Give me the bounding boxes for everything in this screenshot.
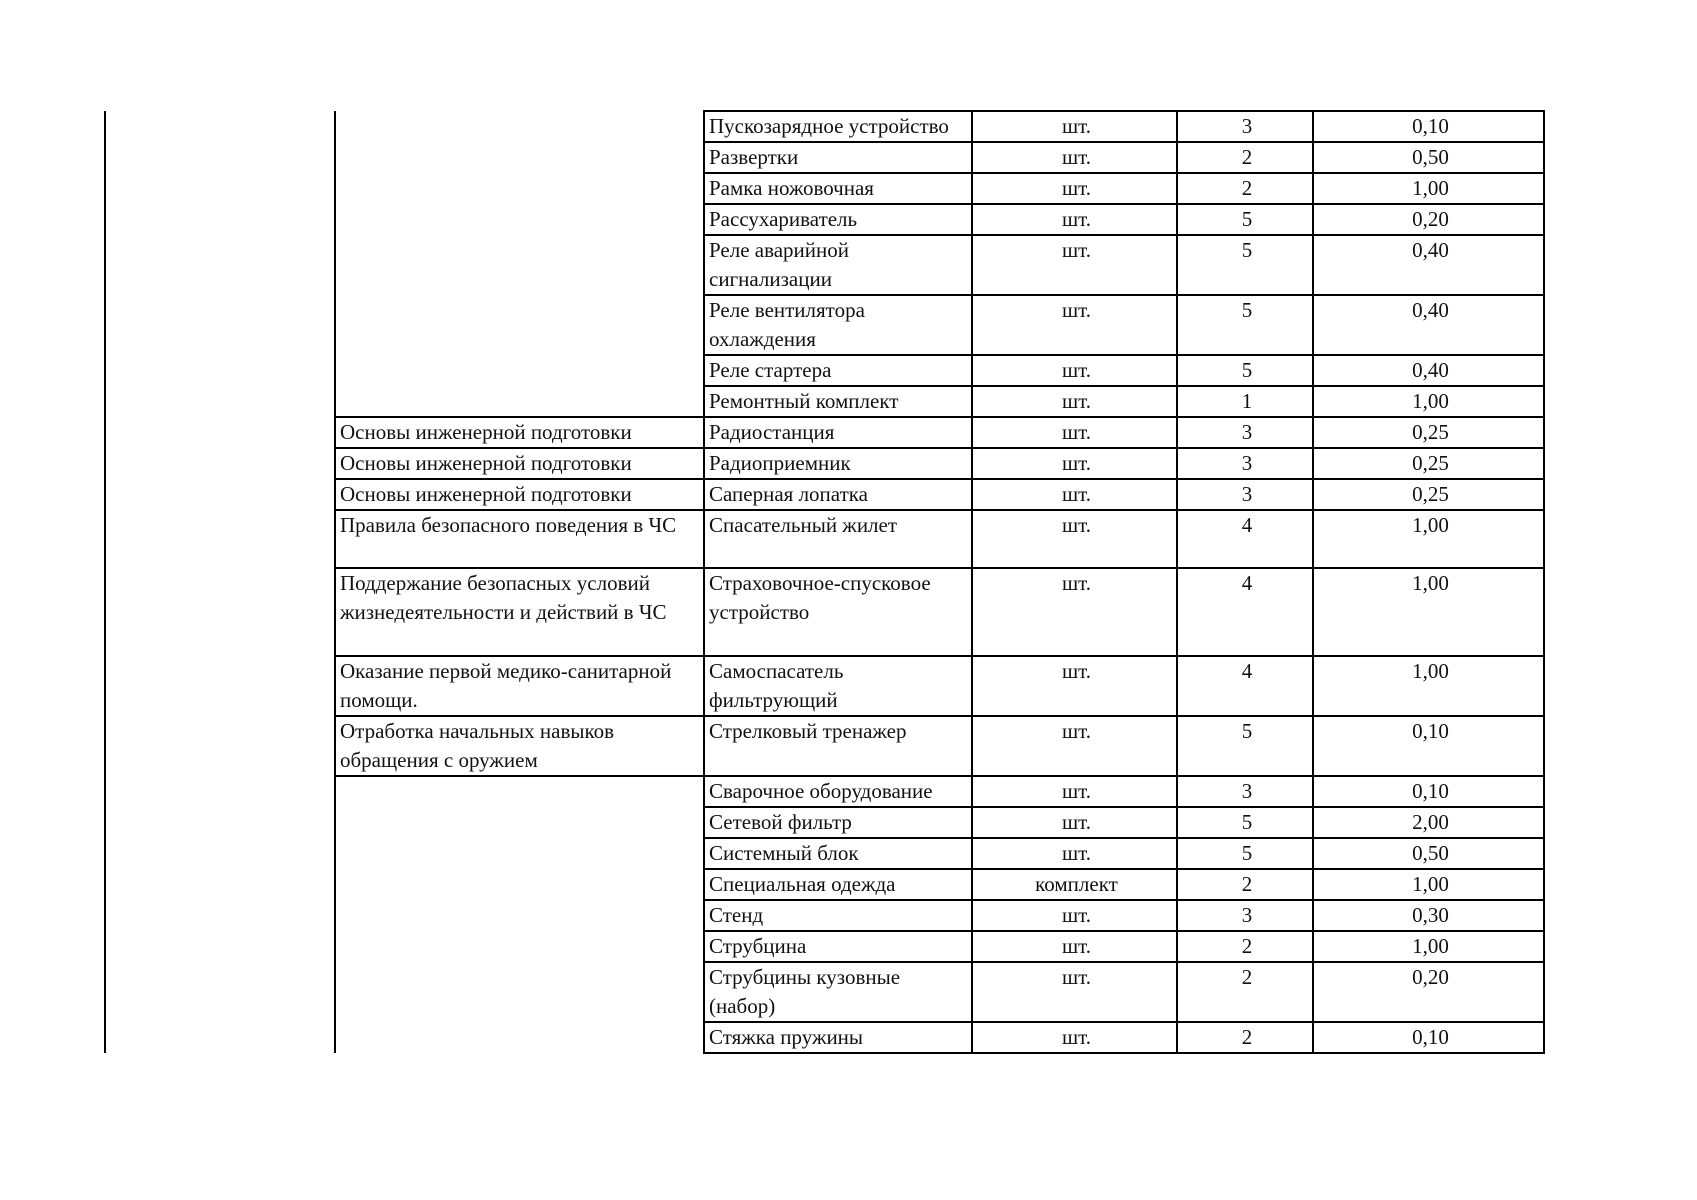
item-name-cell: Самоспасатель фильтрующий [704, 656, 972, 716]
unit-cell: шт. [972, 807, 1177, 838]
norm-cell: 0,20 [1313, 204, 1544, 235]
item-name-cell: Системный блок [704, 838, 972, 869]
item-name-cell: Саперная лопатка [704, 479, 972, 510]
quantity-cell: 5 [1177, 838, 1313, 869]
margin-column-cell [105, 111, 335, 1053]
unit-cell: шт. [972, 931, 1177, 962]
quantity-cell: 3 [1177, 417, 1313, 448]
unit-cell: шт. [972, 173, 1177, 204]
unit-cell: шт. [972, 656, 1177, 716]
norm-cell: 0,50 [1313, 142, 1544, 173]
item-name-cell: Сетевой фильтр [704, 807, 972, 838]
unit-cell: шт. [972, 962, 1177, 1022]
norm-cell: 0,40 [1313, 295, 1544, 355]
item-name-cell: Реле аварийной сигнализации [704, 235, 972, 295]
item-name-cell: Рассухариватель [704, 204, 972, 235]
norm-cell: 0,30 [1313, 900, 1544, 931]
quantity-cell: 5 [1177, 355, 1313, 386]
quantity-cell: 5 [1177, 807, 1313, 838]
section-cell: Основы инженерной подготовки [335, 448, 704, 479]
unit-cell: шт. [972, 716, 1177, 776]
item-name-cell: Рамка ножовочная [704, 173, 972, 204]
quantity-cell: 2 [1177, 869, 1313, 900]
norm-cell: 1,00 [1313, 386, 1544, 417]
item-name-cell: Страховочное-спусковое устройство [704, 568, 972, 656]
norm-cell: 1,00 [1313, 869, 1544, 900]
unit-cell: шт. [972, 355, 1177, 386]
item-name-cell: Стенд [704, 900, 972, 931]
section-cell: Основы инженерной подготовки [335, 479, 704, 510]
norm-cell: 0,10 [1313, 1022, 1544, 1053]
unit-cell: шт. [972, 204, 1177, 235]
item-name-cell: Струбцина [704, 931, 972, 962]
equipment-table [104, 110, 1545, 1054]
unit-cell: шт. [972, 142, 1177, 173]
section-cell: Правила безопасного поведения в ЧС [335, 510, 704, 568]
table-body [105, 111, 1544, 1053]
quantity-cell: 5 [1177, 235, 1313, 295]
unit-cell: шт. [972, 900, 1177, 931]
norm-cell: 0,40 [1313, 235, 1544, 295]
unit-cell: шт. [972, 776, 1177, 807]
section-cell: Оказание первой медико-санитарной помощи. [335, 656, 704, 716]
quantity-cell: 2 [1177, 1022, 1313, 1053]
unit-cell: шт. [972, 111, 1177, 142]
norm-cell: 0,25 [1313, 417, 1544, 448]
item-name-cell: Радиоприемник [704, 448, 972, 479]
unit-cell: комплект [972, 869, 1177, 900]
unit-cell: шт. [972, 479, 1177, 510]
item-name-cell: Специальная одежда [704, 869, 972, 900]
quantity-cell: 3 [1177, 900, 1313, 931]
item-name-cell: Реле стартера [704, 355, 972, 386]
unit-cell: шт. [972, 448, 1177, 479]
item-name-cell: Развертки [704, 142, 972, 173]
quantity-cell: 5 [1177, 204, 1313, 235]
item-name-cell: Радиостанция [704, 417, 972, 448]
section-cell [335, 111, 704, 417]
unit-cell: шт. [972, 386, 1177, 417]
section-cell: Поддержание безопасных условий жизнедеятельности и действий в ЧС [335, 568, 704, 656]
item-name-cell: Спасательный жилет [704, 510, 972, 568]
section-cell [335, 776, 704, 1053]
quantity-cell: 2 [1177, 142, 1313, 173]
norm-cell: 0,10 [1313, 716, 1544, 776]
quantity-cell: 3 [1177, 776, 1313, 807]
unit-cell: шт. [972, 1022, 1177, 1053]
norm-cell: 1,00 [1313, 173, 1544, 204]
quantity-cell: 2 [1177, 931, 1313, 962]
unit-cell: шт. [972, 417, 1177, 448]
unit-cell: шт. [972, 295, 1177, 355]
norm-cell: 0,10 [1313, 776, 1544, 807]
quantity-cell: 5 [1177, 295, 1313, 355]
norm-cell: 1,00 [1313, 931, 1544, 962]
table-row [105, 111, 1544, 142]
item-name-cell: Стрелковый тренажер [704, 716, 972, 776]
norm-cell: 1,00 [1313, 656, 1544, 716]
item-name-cell: Сварочное оборудование [704, 776, 972, 807]
item-name-cell: Пускозарядное устройство [704, 111, 972, 142]
norm-cell: 1,00 [1313, 510, 1544, 568]
quantity-cell: 3 [1177, 479, 1313, 510]
norm-cell: 0,40 [1313, 355, 1544, 386]
unit-cell: шт. [972, 568, 1177, 656]
norm-cell: 0,25 [1313, 448, 1544, 479]
quantity-cell: 4 [1177, 510, 1313, 568]
unit-cell: шт. [972, 510, 1177, 568]
section-cell: Основы инженерной подготовки [335, 417, 704, 448]
quantity-cell: 4 [1177, 568, 1313, 656]
item-name-cell: Реле вентилятора охлаждения [704, 295, 972, 355]
norm-cell: 1,00 [1313, 568, 1544, 656]
norm-cell: 0,25 [1313, 479, 1544, 510]
section-cell: Отработка начальных навыков обращения с оружием [335, 716, 704, 776]
quantity-cell: 4 [1177, 656, 1313, 716]
quantity-cell: 3 [1177, 448, 1313, 479]
unit-cell: шт. [972, 235, 1177, 295]
item-name-cell: Струбцины кузовные (набор) [704, 962, 972, 1022]
norm-cell: 0,20 [1313, 962, 1544, 1022]
unit-cell: шт. [972, 838, 1177, 869]
norm-cell: 2,00 [1313, 807, 1544, 838]
norm-cell: 0,10 [1313, 111, 1544, 142]
item-name-cell: Стяжка пружины [704, 1022, 972, 1053]
norm-cell: 0,50 [1313, 838, 1544, 869]
quantity-cell: 2 [1177, 173, 1313, 204]
quantity-cell: 2 [1177, 962, 1313, 1022]
item-name-cell: Ремонтный комплект [704, 386, 972, 417]
quantity-cell: 1 [1177, 386, 1313, 417]
quantity-cell: 5 [1177, 716, 1313, 776]
quantity-cell: 3 [1177, 111, 1313, 142]
